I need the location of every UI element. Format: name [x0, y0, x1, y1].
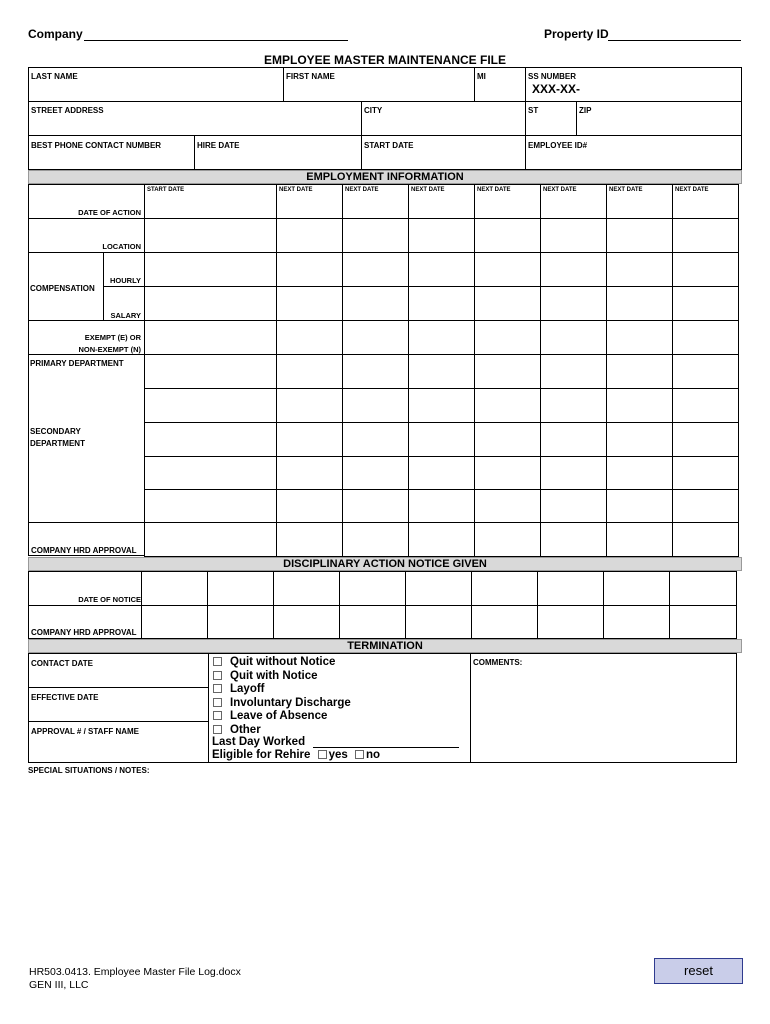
- disciplinary-cell[interactable]: [207, 605, 274, 639]
- phone-field[interactable]: [28, 135, 195, 170]
- disciplinary-cell[interactable]: [141, 571, 208, 606]
- employment-cell[interactable]: [276, 320, 343, 355]
- disciplinary-cell[interactable]: [669, 571, 737, 606]
- effective-date-field[interactable]: [28, 687, 209, 722]
- employment-cell[interactable]: [540, 184, 607, 219]
- employment-column-header: NEXT DATE: [477, 187, 511, 193]
- employment-cell[interactable]: [474, 286, 541, 321]
- termination-header: TERMINATION: [28, 639, 742, 653]
- employment-column-header: NEXT DATE: [609, 187, 643, 193]
- employment-cell[interactable]: [342, 320, 409, 355]
- termination-option-label: Quit with Notice: [230, 669, 318, 682]
- disciplinary-cell[interactable]: [207, 571, 274, 606]
- employment-column-header: NEXT DATE: [411, 187, 445, 193]
- employment-cell[interactable]: [540, 489, 607, 523]
- disciplinary-cell[interactable]: [603, 571, 670, 606]
- last-day-worked-field[interactable]: [313, 747, 459, 748]
- exempt-label-2: NON-EXEMPT (N): [78, 345, 141, 354]
- employment-cell[interactable]: [606, 252, 673, 287]
- employment-cell[interactable]: [606, 184, 673, 219]
- employment-cell[interactable]: [408, 218, 475, 253]
- employee-id-label: EMPLOYEE ID#: [528, 141, 588, 150]
- termination-option: [213, 683, 351, 697]
- employment-column-header: NEXT DATE: [279, 187, 313, 193]
- employment-cell[interactable]: [540, 320, 607, 355]
- employment-cell[interactable]: [342, 388, 409, 423]
- employment-cell[interactable]: [672, 522, 739, 557]
- termination-option-label: Involuntary Discharge: [230, 696, 351, 709]
- employment-cell[interactable]: [342, 184, 409, 219]
- approval-staff-label: APPROVAL # / STAFF NAME: [31, 727, 140, 736]
- comments-label: COMMENTS:: [473, 658, 523, 667]
- termination-option-checkbox[interactable]: [213, 671, 222, 680]
- employment-cell[interactable]: [408, 320, 475, 355]
- employment-cell[interactable]: [342, 252, 409, 287]
- disciplinary-cell[interactable]: [273, 571, 340, 606]
- employment-cell[interactable]: [540, 218, 607, 253]
- termination-option: [213, 656, 351, 670]
- secondary-department-label-2: DEPARTMENT: [30, 439, 85, 448]
- st-label: ST: [528, 106, 539, 115]
- employment-cell[interactable]: [144, 354, 277, 389]
- row-divider: [28, 354, 144, 355]
- employment-cell[interactable]: [540, 522, 607, 557]
- salary-label: SALARY: [110, 311, 141, 320]
- employment-cell[interactable]: [144, 388, 277, 423]
- disciplinary-cell[interactable]: [339, 605, 406, 639]
- ss-number-label: SS NUMBER: [528, 72, 577, 81]
- employment-cell[interactable]: [606, 320, 673, 355]
- exempt-label-1: EXEMPT (E) OR: [84, 333, 141, 342]
- employment-cell[interactable]: [276, 422, 343, 457]
- employment-cell[interactable]: [606, 354, 673, 389]
- employment-cell[interactable]: [672, 456, 739, 490]
- termination-option-checkbox[interactable]: [213, 698, 222, 707]
- employment-column-header: NEXT DATE: [543, 187, 577, 193]
- company-hrd-approval-label: COMPANY HRD APPROVAL: [31, 546, 137, 555]
- employment-cell[interactable]: [672, 218, 739, 253]
- company-label: Company: [28, 27, 83, 41]
- location-label: LOCATION: [102, 242, 141, 251]
- employment-cell[interactable]: [342, 456, 409, 490]
- rehire-no-checkbox[interactable]: [355, 750, 364, 759]
- last-name-field[interactable]: [28, 67, 284, 102]
- employment-cell[interactable]: [276, 489, 343, 523]
- employment-cell[interactable]: [276, 286, 343, 321]
- employment-cell[interactable]: [474, 489, 541, 523]
- reset-button[interactable]: reset: [654, 958, 743, 984]
- employment-cell[interactable]: [276, 218, 343, 253]
- disciplinary-cell[interactable]: [273, 605, 340, 639]
- city-label: CITY: [364, 106, 383, 115]
- st-field[interactable]: [525, 101, 577, 136]
- employment-column-header: NEXT DATE: [675, 187, 709, 193]
- employment-cell[interactable]: [606, 522, 673, 557]
- row-divider: [104, 286, 144, 287]
- termination-option: [213, 670, 351, 684]
- employment-cell[interactable]: [276, 354, 343, 389]
- employment-cell[interactable]: [474, 354, 541, 389]
- employment-cell[interactable]: [606, 218, 673, 253]
- hire-date-label: HIRE DATE: [197, 141, 240, 150]
- row-divider: [28, 320, 144, 321]
- employment-cell[interactable]: [540, 252, 607, 287]
- employment-cell[interactable]: [144, 522, 277, 557]
- rehire-yes-checkbox[interactable]: [318, 750, 327, 759]
- employment-cell[interactable]: [144, 422, 277, 457]
- employment-cell[interactable]: [606, 489, 673, 523]
- disciplinary-cell[interactable]: [471, 605, 538, 639]
- form-title: EMPLOYEE MASTER MAINTENANCE FILE: [263, 53, 506, 67]
- employment-cell[interactable]: [474, 252, 541, 287]
- employment-cell[interactable]: [540, 456, 607, 490]
- employment-cell[interactable]: [144, 320, 277, 355]
- row-divider: [28, 252, 144, 253]
- start-date-label: START DATE: [364, 141, 414, 150]
- disciplinary-cell[interactable]: [405, 571, 472, 606]
- street-address-label: STREET ADDRESS: [31, 106, 104, 115]
- employment-cell[interactable]: [144, 218, 277, 253]
- termination-option-label: Quit without Notice: [230, 656, 336, 668]
- employment-cell[interactable]: [408, 286, 475, 321]
- date-of-notice-label: DATE OF NOTICE: [78, 595, 141, 604]
- comments-field[interactable]: [470, 653, 737, 763]
- employment-cell[interactable]: [606, 388, 673, 423]
- street-address-field[interactable]: [28, 101, 362, 136]
- employment-cell[interactable]: [672, 184, 739, 219]
- termination-option: [213, 710, 351, 724]
- employment-cell[interactable]: [276, 456, 343, 490]
- row-divider: [28, 218, 144, 219]
- employment-cell[interactable]: [342, 522, 409, 557]
- employment-cell[interactable]: [408, 354, 475, 389]
- employment-cell[interactable]: [276, 388, 343, 423]
- ss-number-value: XXX-XX-: [532, 82, 581, 96]
- employment-cell[interactable]: [276, 522, 343, 557]
- employment-cell[interactable]: [408, 522, 475, 557]
- employment-cell[interactable]: [342, 354, 409, 389]
- hire-date-field[interactable]: [194, 135, 362, 170]
- termination-option-label: Layoff: [230, 683, 265, 695]
- doc-name: HR503.0413. Employee Master File Log.docx: [29, 966, 241, 978]
- rehire-no-label: no: [366, 749, 381, 761]
- zip-field[interactable]: [576, 101, 742, 136]
- termination-option-label: Leave of Absence: [230, 710, 328, 722]
- special-notes-label: SPECIAL SITUATIONS / NOTES:: [28, 766, 150, 775]
- employment-cell[interactable]: [144, 184, 277, 219]
- employment-cell[interactable]: [408, 184, 475, 219]
- employment-cell[interactable]: [474, 522, 541, 557]
- eligible-rehire-label: Eligible for Rehire: [212, 749, 311, 761]
- employment-cell[interactable]: [474, 422, 541, 457]
- employment-cell[interactable]: [342, 218, 409, 253]
- termination-option-checkbox[interactable]: [213, 684, 222, 693]
- disciplinary-cell[interactable]: [537, 571, 604, 606]
- employee-id-field[interactable]: [525, 135, 742, 170]
- contact-date-field[interactable]: [28, 653, 209, 688]
- termination-option-checkbox[interactable]: [213, 725, 222, 734]
- employment-cell[interactable]: [276, 252, 343, 287]
- disciplinary-cell[interactable]: [405, 605, 472, 639]
- disciplinary-cell[interactable]: [141, 605, 208, 639]
- employment-cell[interactable]: [606, 456, 673, 490]
- employment-cell[interactable]: [408, 422, 475, 457]
- employment-cell[interactable]: [144, 286, 277, 321]
- employment-cell[interactable]: [342, 422, 409, 457]
- eligible-rehire-row: [212, 749, 380, 763]
- employment-info-header: EMPLOYMENT INFORMATION: [28, 170, 742, 184]
- property-id-field[interactable]: [608, 40, 741, 41]
- termination-option-checkbox[interactable]: [213, 657, 222, 666]
- last-day-worked-label: Last Day Worked: [212, 736, 306, 748]
- disciplinary-cell[interactable]: [669, 605, 737, 639]
- employment-cell[interactable]: [606, 286, 673, 321]
- employment-column-header: START DATE: [147, 187, 185, 193]
- employment-cell[interactable]: [408, 456, 475, 490]
- phone-label: BEST PHONE CONTACT NUMBER: [31, 141, 162, 150]
- employment-cell[interactable]: [672, 320, 739, 355]
- row-divider: [28, 522, 144, 523]
- termination-option-label: Other: [230, 723, 261, 736]
- rehire-yes-label: yes: [328, 749, 348, 761]
- employment-cell[interactable]: [672, 489, 739, 523]
- employment-cell[interactable]: [342, 489, 409, 523]
- employment-cell[interactable]: [672, 388, 739, 423]
- employment-cell[interactable]: [540, 388, 607, 423]
- employment-cell[interactable]: [408, 252, 475, 287]
- mi-label: MI: [477, 72, 486, 81]
- employment-cell[interactable]: [342, 286, 409, 321]
- disc-hrd-approval-label: COMPANY HRD APPROVAL: [31, 628, 137, 637]
- company-field[interactable]: [84, 40, 348, 41]
- mi-field[interactable]: [474, 67, 526, 102]
- disciplinary-cell[interactable]: [537, 605, 604, 639]
- hourly-label: HOURLY: [110, 276, 141, 285]
- date-of-action-label: DATE OF ACTION: [78, 208, 141, 217]
- last-name-label: LAST NAME: [31, 72, 78, 81]
- employment-cell[interactable]: [474, 184, 541, 219]
- employment-cell[interactable]: [672, 354, 739, 389]
- secondary-department-label-1: SECONDARY: [30, 427, 81, 436]
- employment-cell[interactable]: [672, 422, 739, 457]
- employment-cell[interactable]: [474, 218, 541, 253]
- employment-cell[interactable]: [276, 184, 343, 219]
- compensation-label: COMPENSATION: [30, 284, 95, 293]
- employment-cell[interactable]: [474, 320, 541, 355]
- employment-cell[interactable]: [474, 388, 541, 423]
- employment-cell[interactable]: [144, 456, 277, 490]
- termination-option-checkbox[interactable]: [213, 711, 222, 720]
- zip-label: ZIP: [579, 106, 592, 115]
- employment-cell[interactable]: [144, 489, 277, 523]
- employment-cell[interactable]: [540, 422, 607, 457]
- disciplinary-cell[interactable]: [471, 571, 538, 606]
- employment-cell[interactable]: [408, 489, 475, 523]
- start-date-field[interactable]: [361, 135, 526, 170]
- city-field[interactable]: [361, 101, 526, 136]
- ss-number-field[interactable]: [525, 67, 742, 102]
- employment-cell[interactable]: [606, 422, 673, 457]
- disciplinary-cell[interactable]: [339, 571, 406, 606]
- company-name: GEN III, LLC: [29, 979, 89, 991]
- compensation-divider: [103, 252, 104, 320]
- employment-cell[interactable]: [672, 252, 739, 287]
- property-id-label: Property ID: [544, 27, 609, 41]
- first-name-label: FIRST NAME: [286, 72, 335, 81]
- effective-date-label: EFFECTIVE DATE: [31, 693, 99, 702]
- employment-cell[interactable]: [540, 286, 607, 321]
- employment-cell[interactable]: [144, 252, 277, 287]
- employment-cell[interactable]: [408, 388, 475, 423]
- employment-cell[interactable]: [540, 354, 607, 389]
- disciplinary-cell[interactable]: [603, 605, 670, 639]
- first-name-field[interactable]: [283, 67, 475, 102]
- termination-option: [213, 697, 351, 711]
- employment-column-header: NEXT DATE: [345, 187, 379, 193]
- employment-cell[interactable]: [672, 286, 739, 321]
- disciplinary-header: DISCIPLINARY ACTION NOTICE GIVEN: [28, 557, 742, 571]
- termination-option: [213, 724, 351, 738]
- contact-date-label: CONTACT DATE: [31, 659, 93, 668]
- approval-staff-field[interactable]: [28, 721, 209, 763]
- primary-department-label: PRIMARY DEPARTMENT: [30, 359, 124, 368]
- employment-cell[interactable]: [474, 456, 541, 490]
